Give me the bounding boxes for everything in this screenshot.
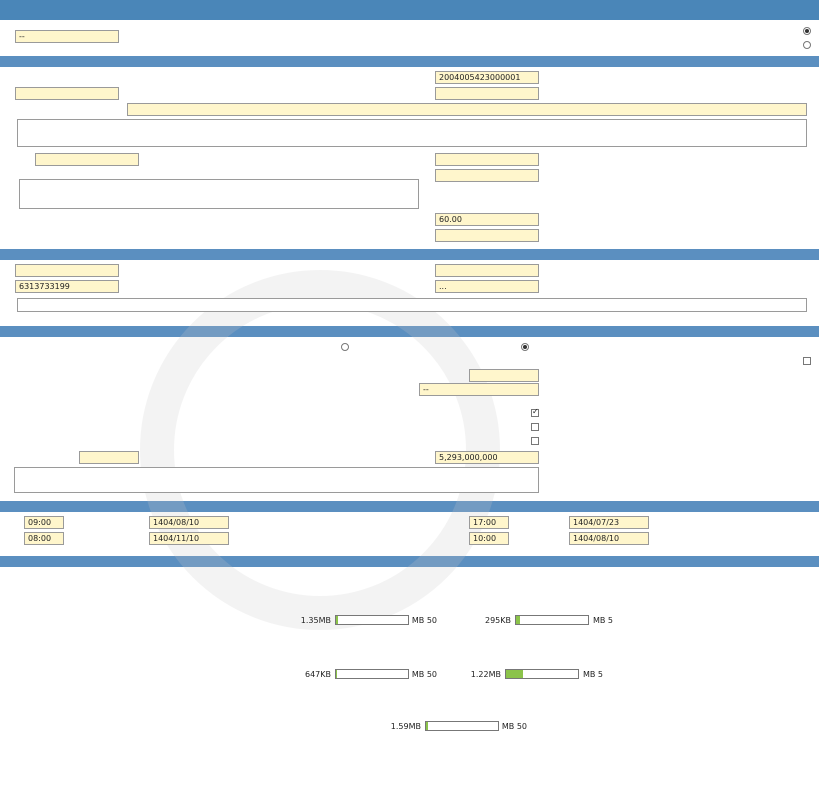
bid-validity-time-field[interactable]: 08:00 [24, 532, 64, 545]
registrar-field[interactable] [15, 264, 119, 277]
document-fee-field[interactable] [469, 369, 539, 382]
section-general [0, 56, 819, 67]
document-size: 1.59MB [390, 722, 421, 731]
section-finance [0, 326, 819, 337]
upload-progress-fill [426, 722, 428, 730]
prior-tender-number-field[interactable]: -- [15, 30, 119, 43]
organization-field[interactable] [435, 264, 539, 277]
full-payment-checkbox[interactable] [803, 357, 811, 365]
bid-validity-date-field[interactable]: 1404/11/10 [149, 532, 229, 545]
upload-progress-bar [425, 721, 499, 731]
province-field[interactable] [435, 153, 539, 166]
upload-progress-fill [336, 670, 337, 678]
keyword-field[interactable] [15, 87, 119, 100]
subject-field[interactable] [127, 103, 807, 116]
quality-and-price-radio[interactable] [521, 343, 529, 351]
finance-section-body [0, 337, 819, 497]
section-timing [0, 501, 819, 512]
documents-section-body [0, 567, 819, 767]
reference-field[interactable]: ... [435, 280, 539, 293]
quality-open-time-field[interactable]: 10:00 [469, 532, 509, 545]
document-size: 647KB [304, 670, 331, 679]
bank-receipt-checkbox[interactable] [531, 423, 539, 431]
address-box [17, 298, 807, 312]
quality-open-date-field[interactable]: 1404/08/10 [569, 532, 649, 545]
postal-code-field[interactable]: 6313733199 [15, 280, 119, 293]
document-size: 295KB [484, 616, 511, 625]
document-size: 1.22MB [470, 670, 501, 679]
bank-guarantee-checkbox[interactable] [531, 409, 539, 417]
general-section-body [0, 67, 819, 245]
min-quality-score-field[interactable]: 60.00 [435, 213, 539, 226]
guarantee-amount-field[interactable]: 5,293,000,000 [435, 451, 539, 464]
organizer-section-body [0, 260, 819, 322]
doc-receive-time-field[interactable]: 17:00 [469, 516, 509, 529]
renewed-tender-radio[interactable] [803, 41, 811, 49]
timing-section-body [0, 512, 819, 552]
upload-progress-bar [335, 615, 409, 625]
upload-progress-fill [506, 670, 523, 678]
document-size: 1.35MB [300, 616, 331, 625]
section-organizer [0, 249, 819, 260]
description-box [17, 119, 807, 147]
upload-progress-bar [515, 615, 589, 625]
tender-number-field[interactable]: 2004005423000001 [435, 71, 539, 84]
upload-progress-bar [505, 669, 579, 679]
notes-box [14, 467, 539, 493]
upload-progress-bar [335, 669, 409, 679]
bid-deadline-time-field[interactable]: 09:00 [24, 516, 64, 529]
page-title [0, 0, 819, 20]
category-field[interactable] [435, 169, 539, 182]
stage-field[interactable] [435, 87, 539, 100]
activity-description-box [19, 179, 419, 209]
section-documents [0, 556, 819, 567]
net-claims-checkbox[interactable] [531, 437, 539, 445]
document-max: 5 MB [592, 616, 613, 625]
execution-city-field[interactable] [35, 153, 139, 166]
currency-field[interactable] [79, 451, 139, 464]
new-tender-radio[interactable] [803, 27, 811, 35]
tender-type-row [0, 20, 819, 52]
doc-receive-date-field[interactable]: 1404/07/23 [569, 516, 649, 529]
min-technical-score-field[interactable] [435, 229, 539, 242]
document-max: 50 MB [411, 670, 437, 679]
upload-progress-fill [516, 616, 520, 624]
document-max: 50 MB [501, 722, 527, 731]
price-only-radio[interactable] [341, 343, 349, 351]
upload-progress-fill [336, 616, 338, 624]
bid-deadline-date-field[interactable]: 1404/08/10 [149, 516, 229, 529]
document-max: 50 MB [411, 616, 437, 625]
purchase-account-field[interactable]: -- [419, 383, 539, 396]
document-max: 5 MB [582, 670, 603, 679]
